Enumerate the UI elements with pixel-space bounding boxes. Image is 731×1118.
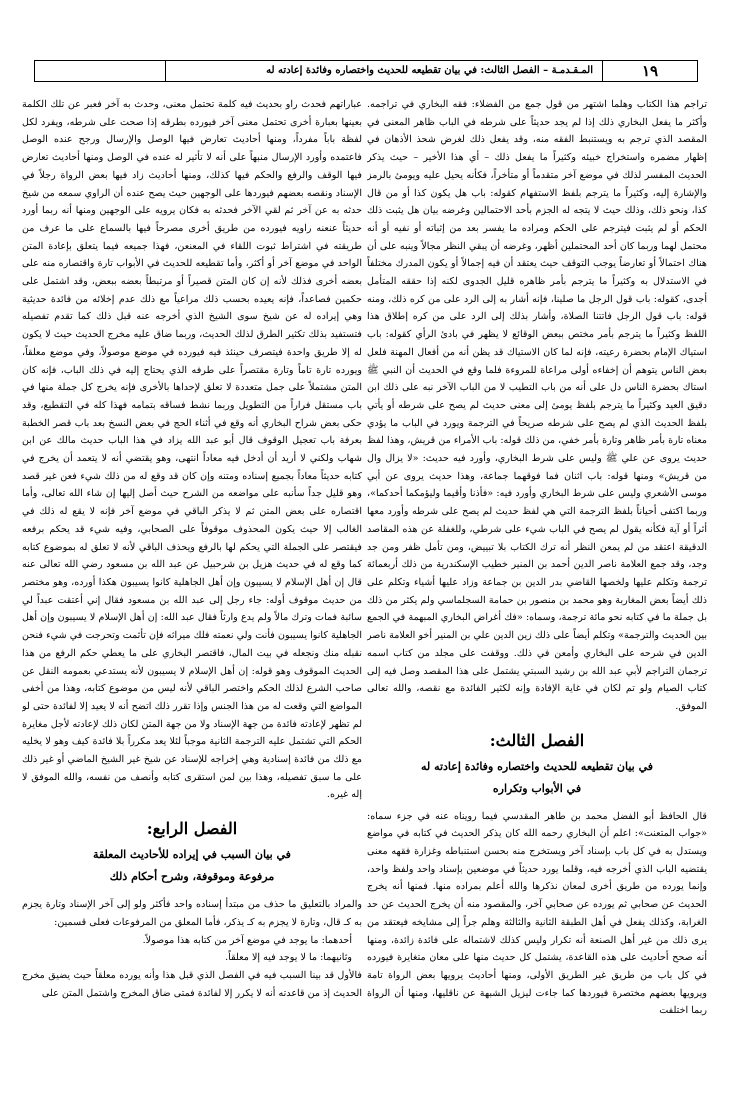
- paragraph: قال الحافظ أبو الفضل محمد بن طاهر المقدسي فيما رويناه عنه في جزء سماه: «جواب المتعنت»: اعلم أن البخاري رحمه الله كان يذكر الحديث في كتابه في مواضع ويستدل به في كل باب بإسناد آخر ويستخرج منه بحسن استنباطه وغزارة فقهه معنى يقتضيه الباب الذي أخرجه فيه، وقلما يورد حديثاً في موضعين بإسناد واحد ولفظ واحد، وإنما يورده من طريق أخرى لمعان نذكرها والله أعلم بمراده منها. فمنها أنه يخرج الحديث عن صحابي ثم يورده عن صحابي آخر، والمقصود منه أن يخرج الحديث عن حد الغرابة، وكذلك يفعل في أهل الطبقة الثانية والثالثة وهلم جراً إلى مشايخه فيعتقد من يرى ذلك من غير أهل الصنعة أنه تكرار وليس كذلك لاشتماله على فائدة زائدة، ومنها أنه صحح أحاديث على هذه القاعدة، يشتمل كل حديث منها على معان متغايرة فيورده في كل باب من طريق غير الطريق الأولى، ومنها أحاديث يرويها بعض الرواة تامة ويرويها بعضهم مختصرة فيوردها كما جاءت ليزيل الشبهة عن ناقليها، ومنها أن الرواة ربما اختلفت: [367, 810, 707, 1017]
- running-title: المـقـدمـة – الفصل الثالث: في بيان تقطيعه للحديث واختصاره وفائدة إعادته له: [266, 65, 593, 76]
- header-empty-cell: [35, 61, 166, 81]
- section-heading: الفصل الرابع:: [146, 819, 238, 839]
- section-subheading: في الأبواب وتكراره: [492, 781, 582, 795]
- section-subheading: في بيان تقطيعه للحديث واختصاره وفائدة إعادته له: [421, 759, 653, 773]
- running-header: [34, 60, 698, 82]
- right-column: [367, 96, 707, 1111]
- paragraph: تراجم هذا الكتاب وهلما اشتهر من قول جمع من الفضلاء: فقه البخاري في تراجمه. وأكثر ما يفعل البخاري ذلك إذا لم يجد حديثاً على شرطه في الباب ظاهر المعنى في المقصد الذي ترجم به ويستنبط الفقه منه، وقد يفعل ذلك لغرض شحذ الأذهان في إظهار مضمره واستخراج خبيئه وكثيراً ما يفعل ذلك – أي هذا الأخير – حيث يذكر الحديث المفسر لذلك في موضع آخر متقدماً أو متأخراً، فكأنه يحيل عليه ويومئ بالرمز والإشارة إليه، وكثيراً ما يترجم بلفظ الاستفهام كقوله: باب هل يكون كذا أو من قال كذا، ونحو ذلك، وذلك حيث لا يتجه له الجزم بأحد الاحتمالين وغرضه بيان هل يثبت ذلك الحكم أو لم يثبت فيترجم على الحكم ومراده ما يفسر بعد من إثباته أو نفيه أو أنه محتمل لهما وربما كان أحد المحتملين أظهر، وغرضه أن يبقي النظر مجالاً وينبه على أن هناك احتمالاً أو تعارضاً يوجب التوقف حيث يعتقد أن فيه إجمالاً أو يكون المدرك مختلفاً في الاستدلال به وكثيراً ما يترجم بأمر ظاهره قليل الجدوى لكنه إذا حققه المتأمل أجدى، كقوله: باب قول الرجل ما صلينا، فإنه أشار به إلى الرد على من كره ذلك، ومنه قوله: باب قول الرجل فاتتنا الصلاة، وأشار بذلك إلى الرد على من كره إطلاق هذا اللفظ وكثيراً ما يترجم بأمر مختص ببعض الوقائع لا يظهر في بادئ الرأي كقوله: باب استياك الإمام بحضرة رعيته، فإنه لما كان الاستياك قد يظن أنه من أفعال المهنة فلعل بعض الناس يتوهم أن إخفاءه أولى مراعاة للمروءة فلما وقع في الحديث أن النبي ﷺ استاك بحضرة الناس دل على أنه من باب التطيب لا من الباب الآخر نبه على ذلك ابن دقيق العيد وكثيراً ما يترجم بلفظ يومئ إلى معنى حديث لم يصح على شرطه أو يأتي بلفظ الحديث الذي لم يصح على شرطه صريحاً في الترجمة ويورد في الباب ما يؤدي معناه تارة بأمر ظاهر وتارة بأمر خفي، من ذلك قوله: باب الأمراء من قريش، وهذا لفظ حديث يروى عن علي ﷺ وليس على شرط البخاري، وأورد فيه حديث: «لا يزال وال من قريش» ومنها قوله: باب اثنان فما فوقهما جماعة، وهذا حديث يروى عن أبي موسى الأشعري وليس على شرط البخاري وأورد فيه: «فأذنا وأقيما وليؤمكما أحدكما»، وربما اكتفى أحياناً بلفظ الترجمة التي هي لفظ حديث لم يصح على شرطه وأورد معها أثراً أو آية فكأنه يقول لم يصح في الباب شيء على شرطي، وللغفلة عن هذه المقاصد الدقيقة اعتقد من لم يمعن النظر أنه ترك الكتاب بلا تبييض، ومن تأمل ظفر ومن جد وجد، وقد جمع العلامة ناصر الدين أحمد بن المنير خطيب الإسكندرية من ذلك أربعمائة ترجمة وتكلم عليها ولخصها القاضي بدر الدين بن جماعة وزاد عليها أشياء وتكلم على ذلك أيضاً بعض المغاربة وهو محمد بن منصور بن حمامة السجلماسي ولم يكثر من ذلك بل جملة ما في كتابه نحو مائة ترجمة، وسماه: «فك أغراض البخاري المبهمة في الجمع بين الحديث والترجمة» وتكلم أيضاً على ذلك زين الدين علي بن المنير أخو العلامة ناصر الدين في شرحه على البخاري وأمعن في ذلك. ووقفت على مجلد من كتاب اسمه ترجمان التراجم لأبي عبد الله بن رشيد السبتي يشتمل على هذا المقصد وصل فيه إلى كتاب الصيام ولو تم لكان في غاية الإفادة وإنه لكثير الفائدة مع نقصه، والله تعالى الموفق.: [367, 99, 707, 712]
- paragraph: والمراد بالتعليق ما حذف من مبتدأ إسناده واحد فأكثر ولو إلى آخر الإسناد وتارة يجزم به كـ قال، وتارة لا يجزم به كـ يذكر، فأما المعلق من المرفوعات فعلى قسمين:: [22, 899, 362, 928]
- section-subheading: مرفوعة وموقوفة، وشرح أحكام ذلك: [109, 870, 275, 884]
- page-number: ١٩: [602, 61, 697, 81]
- paragraph: فالأول قد بينا السبب فيه في الفصل الذي قبل هذا وأنه يورده معلقاً حيث يضيق مخرج الحديث إذ من قاعدته أنه لا يكرر إلا لفائدة فمتى ضاق المخرج واشتمل المتن على: [22, 969, 362, 999]
- list-item: أحدهما: ما يوجد في موضع آخر من كتابه هذا موصولاً.: [142, 934, 352, 946]
- section-subheading: في بيان السبب في إيراده للأحاديث المعلقة: [93, 848, 291, 862]
- section-heading: الفصل الثالث:: [489, 730, 585, 750]
- list-item: وثانيهما: ما لا يوجد فيه إلا معلقاً.: [225, 952, 352, 964]
- paragraph: عباراتهم فحدث راو بحديث فيه كلمة تحتمل معنى، وحدث به آخر فعبر عن تلك الكلمة بعينها بعبارة أخرى تحتمل معنى آخر فيورده بطرقه إذا صحت على شرطه، ويفرد لكل لفظة باباً مفرداً، ومنها أحاديث تعارض فيها الوصل والإرسال ورجح عنده الوصل فاعتمده وأورد الإرسال منبهاً على أنه لا تأثير له عنده في الوصل ومنها أحاديث تعارض فيها الوقف والرفع والحكم فيها كذلك، ومنها أحاديث زاد فيها بعض الرواة رجلاً في الإسناد ونقصه بعضهم فيوردها على الوجهين حيث يصح عنده أن الراوي سمعه من شيخ حدثه به عن آخر ثم لقي الآخر فحدثه به فكان يرويه على الوجهين ومنها أنه ربما أورد حديثاً عنعنه راويه فيورده من طريق أخرى مصرحاً فيها بالسماع على ما عرف من طريقته في اشتراط ثبوت اللقاء في المعنعن، فهذا جميعه فيما يتعلق بإعادة المتن الواحد في موضع آخر أو أكثر، وأما تقطيعه للحديث في الأبواب تارة واقتصاره منه على بعضه أخرى فذلك لأنه إن كان المتن قصيراً أو مرتبطاً بعضه ببعض، وقد اشتمل على حكمين فصاعداً، فإنه يعيده بحسب ذلك مراعياً مع ذلك عدم إخلائه من فائدة حديثية وهي إيراده له عن شيخ سوى الشيخ الذي أخرجه عنه قبل ذلك كما تقدم تفصيله فتستفيد بذلك تكثير الطرق لذلك الحديث، وربما ضاق عليه مخرج الحديث حيث لا يكون له إلا طريق واحدة فيتصرف حينئذ فيه فيورده في موضع موصولاً، وفي موضع معلقاً، ويورده تارة تاماً وتارة مقتصراً على طرفه الذي يحتاج إليه في ذلك الباب، فإنه كان المتن مشتملاً على جمل متعددة لا تعلق لإحداها بالأخرى فإنه يخرج كل جملة منها في باب مستقل فراراً من التطويل وربما نشط فساقه بتمامه فهذا كله في التقطيع، وقد حكى بعض شراح البخاري أنه وقع في أثناء الحج في بعض النسخ بعد باب قصر الخطبة بعرفة باب تعجيل الوقوف قال أبو عبد الله يزاد في هذا الباب حديث مالك عن ابن شهاب ولكني لا أريد أن أدخل فيه معاداً انتهى، وهو يقتضي أنه لا يتعمد أن يخرج في كتابه حديثاً معاداً بجميع إسناده ومتنه وإن كان قد وقع له من ذلك شيء فعن غير قصد وهو قليل جداً سأنبه على مواضعه من الشرح حيث أصل إليها إن شاء الله تعالى، وأما اقتصاره على بعض المتن ثم لا يذكر الباقي في موضع آخر فإنه لا يقع له ذلك في الغالب إلا حيث يكون المحذوف موقوفاً على الصحابي، وفيه شيء قد يحكم برفعه فيقتصر على الجملة التي يحكم لها بالرفع ويحذف الباقي لأنه لا تعلق له بموضوع كتابه كما وقع له في حديث هزيل بن شرحبيل عن عبد الله بن مسعود رضي الله تعالى عنه قال إن أهل الإسلام لا يسيبون وإن أهل الجاهلية كانوا يسيبون هكذا أورده، وهو مختصر من حديث موقوف أوله: جاء رجل إلى عبد الله بن مسعود فقال إني أعتقت عبداً لي سائبة فمات وترك مالاً ولم يدع وارثاً فقال عبد الله: إن أهل الإسلام لا يسيبون وإن أهل الجاهلية كانوا يسيبون فأنت ولي نعمته فلك ميراثه فإن تأثمت وتحرجت في شيء فنحن نقبله منك ونجعله في بيت المال، فاقتصر البخاري على ما يعطي حكم الرفع من هذا الحديث الموقوف وهو قوله: إن أهل الإسلام لا يسيبون لأنه يستدعي بعمومه النقل عن صاحب الشرع لذلك الحكم واختصر الباقي لأنه ليس من موضوع كتابه، وهذا من أخفى المواضع التي وقعت له من هذا الجنس وإذا تقرر ذلك اتضح أنه لا يعيد إلا لفائدة حتى لو لم تظهر لإعادته فائدة من جهة الإسناد ولا من جهة المتن لكان ذلك لإعادته لأجل مغايرة الحكم التي تشتمل عليه الترجمة الثانية موجباً لئلا يعد مكرراً بلا فائدة كيف وهو لا يخليه مع ذلك من فائدة إسنادية وهي إخراجه للإسناد عن شيخ غير الشيخ الماضي أو غير ذلك على ما سبق تفصيله، وهذا بين لمن استقرى كتابه وأنصف من نفسه، والله الموفق لا إله غيره.: [22, 99, 362, 801]
- left-column: [22, 96, 362, 1111]
